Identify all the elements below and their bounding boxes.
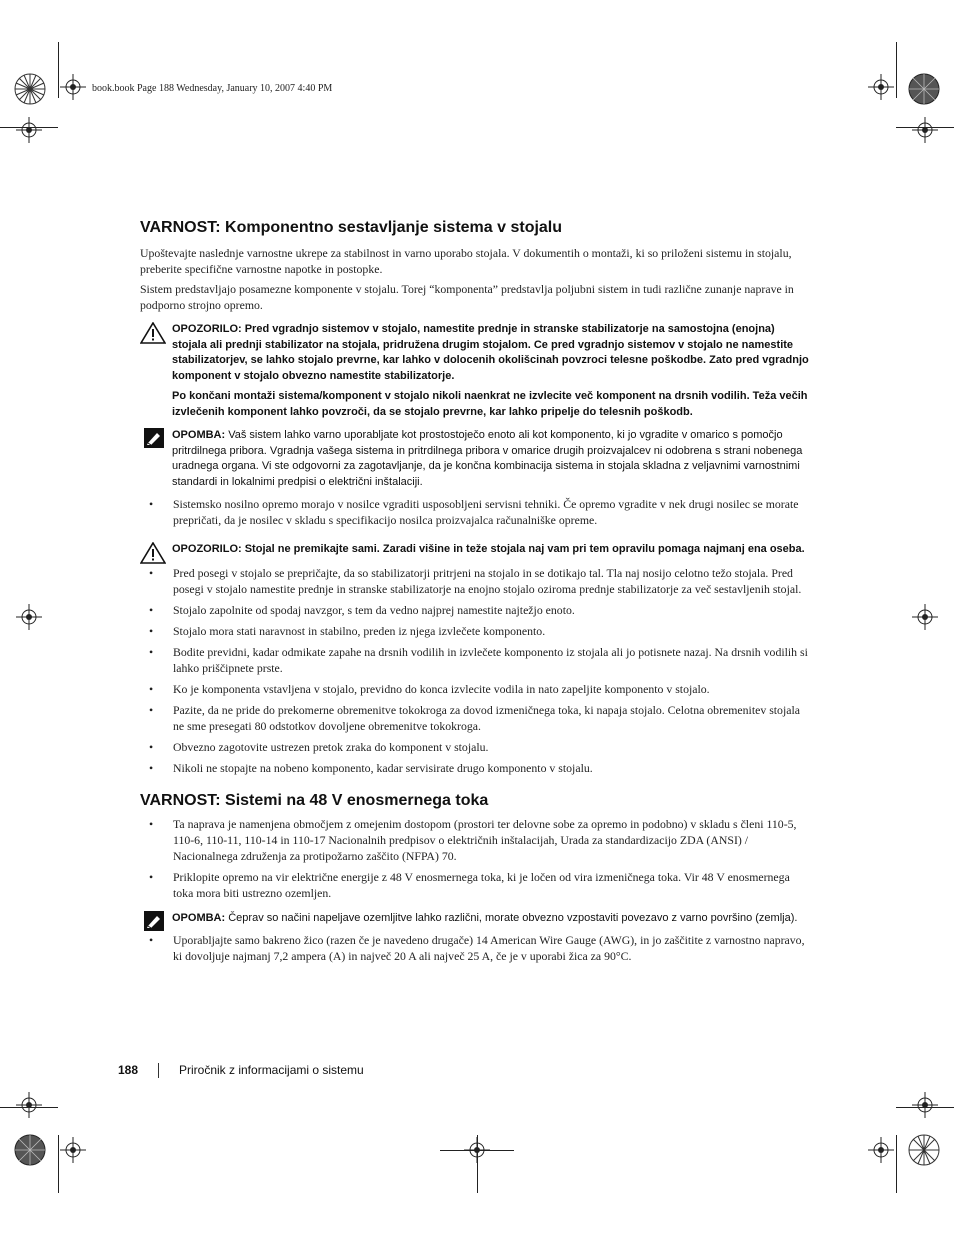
bullet-icon: • [149, 816, 154, 831]
list-item-text: Sistemsko nosilno opremo morajo v nosilce vgraditi usposobljeni servisni tehniki. Če opremo vgradite v nek drugi nosilec se morate prepričati, da je nosilec v skladu s specifikacijo nosilca proizvajalca računalniške opreme. [173, 497, 799, 527]
list-item [140, 739, 812, 755]
bullet-list [140, 932, 812, 964]
note-block [140, 911, 812, 927]
list-item [140, 932, 812, 964]
list-item [140, 760, 812, 776]
note-label: OPOMBA: [172, 911, 226, 924]
section-title-dc-safety: VARNOST: Sistemi na 48 V enosmernega toka [140, 791, 489, 809]
main-content [140, 218, 812, 964]
note-pencil-icon [144, 911, 164, 931]
list-item [140, 602, 812, 618]
crosshair-registration-icon [16, 1092, 42, 1118]
starburst-registration-icon [908, 73, 940, 105]
bullet-icon: • [149, 565, 154, 580]
list-item-text: Pred posegi v stojalo se prepričajte, da so stabilizatorji pritrjeni na stojalo in se dotikajo tal. Tla naj nosijo celotno težo stojala. Pred posegi v stojalo namestite prednje in stranske stabilizatorje na enojno stojalo oziroma prednje stabilizatorje za več sestavljenih stojal. [173, 565, 802, 596]
print-slug: book.book Page 188 Wednesday, January 10, 2007 4:40 PM [92, 83, 333, 94]
list-item-text: Ta naprava je namenjena območjem z omejenim dostopom (prostori ter delovne sobe za opremo in podobno) v skladu s členi 110-5, 110-6, 110-11, 110-14 in 110-17 Nacionalnih predpisov o električnih inštalacijah, Urada za standardizacijo ZDA (ANSI) / Nacionalnega združenja za protipožarno zaščito (NFPA) 70. [173, 816, 797, 863]
starburst-registration-icon [908, 1134, 940, 1166]
crosshair-registration-icon [912, 1092, 938, 1118]
warning-block [140, 322, 812, 420]
list-item [140, 681, 812, 697]
crop-mark-line [896, 42, 897, 98]
note-body: Čeprav so načini napeljave ozemljitve lahko različni, morate obvezno vzpostaviti povezavo z varno površino (zemlja). [225, 911, 798, 924]
list-item [140, 816, 812, 864]
crosshair-registration-icon [464, 1137, 490, 1163]
crosshair-registration-icon [868, 74, 894, 100]
bullet-icon: • [149, 497, 154, 511]
warning-text: Po končani montaži sistema/komponent v stojalo nikoli naenkrat ne izvlecite več komponent na drsnih vodilih. Teža večih izvlečenih komponent lahko povzroči, da se stojalo prevrne, kar lahko pripelje do telesnih poškodb. [172, 390, 808, 418]
list-item [140, 565, 812, 597]
bullet-icon: • [149, 681, 154, 696]
bullet-list [140, 565, 812, 776]
bullet-list [140, 496, 812, 528]
crop-mark-line [58, 1135, 59, 1193]
list-item-text: Stojalo mora stati naravnost in stabilno, preden iz njega izvlečete komponento. [173, 623, 546, 638]
list-item-text: Obvezno zagotovite ustrezen pretok zraka do komponent v stojalu. [173, 739, 489, 754]
crosshair-registration-icon [868, 1137, 894, 1163]
bullet-icon: • [149, 760, 154, 775]
note-body: Vaš sistem lahko varno uporabljate kot prostostoječo enoto ali kot komponento, ki jo vgradite v omarico s pomočjo pritrdilnega pribora. Vgradnja vašega sistema in pritrdilnega pribora v omarice drugih proizvajalcev ni odobrena s strani nobenega uradnega organa. Vi ste odgovorni za zagotavljanje, da je končna kombinacija sistema in stojala skladna z veljavnimi varnostnimi standardi in lokalnimi predpisi o električni inštalaciji. [172, 429, 803, 488]
crosshair-registration-icon [912, 604, 938, 630]
paragraph: Sistem predstavljajo posamezne komponente v stojalu. Torej “komponenta” predstavlja poljubni sistem in tudi različne zunanje naprave in podporno strojno opremo. [140, 282, 794, 312]
list-item-text: Pazite, da ne pride do prekomerne obremenitve tokokroga za dovod izmeničnega toka, ki napaja stojalo. Celotna obremenitev stojala ne sme presegati 80 odstotkov dovoljene obremenitve tokokroga. [173, 702, 800, 733]
list-item-text: Stojalo zapolnite od spodaj navzgor, s tem da vedno najprej namestite najtežjo enoto. [173, 602, 575, 617]
note-text [172, 911, 812, 927]
section-title-rack-safety: VARNOST: Komponentno sestavljanje sistema v stojalu [140, 219, 563, 236]
starburst-registration-icon [14, 1134, 46, 1166]
list-item [140, 644, 812, 676]
footer-title: Priročnik z informacijami o sistemu [179, 1063, 364, 1077]
bullet-icon: • [149, 702, 154, 717]
warning-triangle-icon [140, 542, 166, 564]
crosshair-registration-icon [60, 1137, 86, 1163]
note-label: OPOMBA: [172, 429, 226, 441]
note-pencil-icon [144, 428, 164, 448]
page-number: 188 [118, 1063, 139, 1077]
bullet-icon: • [149, 644, 154, 659]
paragraph: Upoštevajte naslednje varnostne ukrepe za stabilnost in varno uporabo stojala. V dokumentih o montaži, ki so priloženi sistemu in stojalu, preberite specifične varnostne napotke in postopke. [140, 246, 792, 276]
list-item-text: Bodite previdni, kadar odmikate zapahe na drsnih vodilih in izvlečete komponento iz stojala ali jo potisnete nazaj. Na drsnih vodilih si lahko priščipnete prste. [173, 644, 808, 675]
note-block [140, 428, 812, 490]
bullet-icon: • [149, 933, 154, 947]
list-item [140, 496, 812, 528]
crosshair-registration-icon [912, 117, 938, 143]
starburst-registration-icon [14, 73, 46, 105]
page-footer [0, 1063, 954, 1083]
warning-triangle-icon [140, 322, 166, 344]
crop-mark-line [58, 42, 59, 98]
bullet-list [140, 816, 812, 901]
bullet-icon: • [149, 869, 154, 884]
list-item-text: Priklopite opremo na vir električne energije z 48 V enosmernega toka, ki je ločen od vira izmeničnega toka. Vir 48 V enosmernega toka mora biti ustrezno ozemljen. [173, 869, 790, 900]
bullet-icon: • [149, 602, 154, 617]
warning-block [140, 542, 812, 558]
crosshair-registration-icon [60, 74, 86, 100]
warning-text: OPOZORILO: Pred vgradnjo sistemov v stojalo, namestite prednje in stranske stabilizatorje na samostojna (enojna) stojala ali prednji stabilizator na stojala, pridružena drugim stojalom. Ce pred vgradnjo sistemov v stojalo ne namestite stabilizatorjev, se lahko stojalo prevrne, kar lahko v dolocenih okolišcinah povzroci telesne poškodbe. Zato pred vgradnjo komponent v stojalo obvezno namestite stabilizatorje. [172, 323, 809, 382]
bullet-icon: • [149, 739, 154, 754]
crop-mark-line [896, 1135, 897, 1193]
list-item-text: Ko je komponenta vstavljena v stojalo, previdno do konca izvlecite vodila in nato zapeljite komponento v stojalo. [173, 681, 710, 696]
list-item-text: Nikoli ne stopajte na nobeno komponento, kadar servisirate drugo komponento v stojalu. [173, 760, 593, 775]
footer-divider [158, 1063, 159, 1078]
list-item [140, 869, 812, 901]
list-item [140, 702, 812, 734]
note-text [172, 428, 812, 490]
bullet-icon: • [149, 623, 154, 638]
list-item-text: Uporabljajte samo bakreno žico (razen če je navedeno drugače) 14 American Wire Gauge (AWG), in jo zaščitite z varnostno napravo, ki dovoljuje najmanj 7,2 ampera (A) in največ 20 A ali največ 25 A, če je v uporabi žica za 90°C. [173, 933, 805, 963]
list-item [140, 623, 812, 639]
warning-text: OPOZORILO: Stojal ne premikajte sami. Zaradi višine in teže stojala naj vam pri tem opravilu pomaga najmanj ena oseba. [172, 543, 805, 555]
crosshair-registration-icon [16, 117, 42, 143]
crosshair-registration-icon [16, 604, 42, 630]
